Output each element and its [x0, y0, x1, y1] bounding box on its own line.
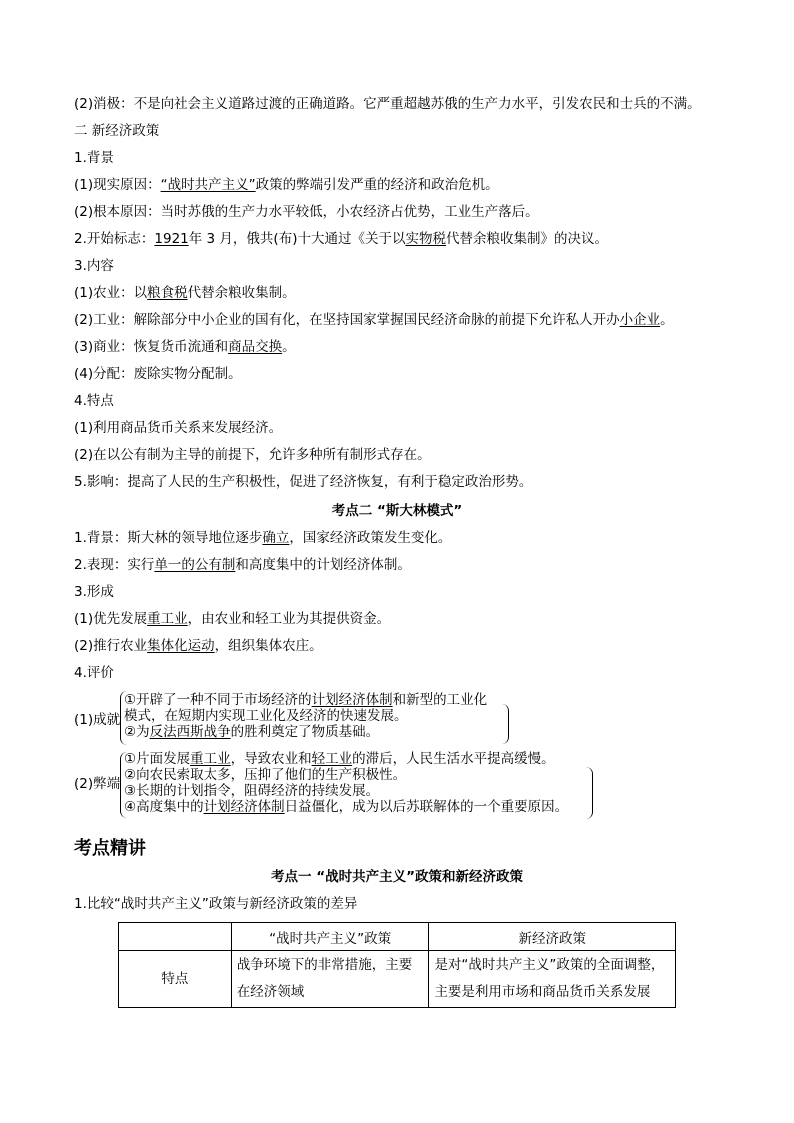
comparison-title: 1.比较“战时共产主义”政策与新经济政策的差异: [74, 896, 358, 912]
formation-label: 3.形成: [74, 584, 114, 600]
achievements-label: (1)成就: [74, 712, 121, 728]
comparison-table: [118, 922, 676, 1008]
stalin-manifestation: 2.表现：实行单一的公有制和高度集中的计划经济体制。: [74, 557, 411, 573]
table-cell-nep: 是对“战时共产主义”政策的全面调整， 主要是利用市场和商品货币关系发展: [429, 951, 676, 1008]
achievement-2: ②为反法西斯战争的胜利奠定了物质基础。: [124, 724, 380, 740]
features-label: 4.特点: [74, 393, 114, 409]
achievement-1-cont: 模式，在短期内实现工业化及经济的快速发展。: [124, 708, 408, 724]
table-row: [119, 951, 676, 1008]
content-label: 3.内容: [74, 258, 114, 274]
achievements-right-brace: [502, 704, 509, 744]
formation-2: (2)推行农业集体化运动，组织集体农庄。: [74, 638, 323, 654]
key-points-heading: 考点精讲: [74, 838, 146, 859]
achievement-1: ①开辟了一种不同于市场经济的计划经济体制和新型的工业化: [124, 692, 488, 708]
drawbacks-right-brace: [586, 767, 593, 819]
table-header-war-communism: “战时共产主义”政策: [231, 923, 429, 951]
background-item-1: (1)现实原因：“战时共产主义”政策的弊端引发严重的经济和政治危机。: [74, 177, 499, 193]
drawbacks-label: (2)弊端: [74, 776, 121, 792]
background-item-2: (2)根本原因：当时苏俄的生产力水平较低，小农经济占优势，工业生产落后。: [74, 204, 539, 220]
table-row-label: 特点: [119, 951, 232, 1008]
impact: 5.影响：提高了人民的生产积极性，促进了经济恢复，有利于稳定政治形势。: [74, 474, 533, 490]
table-header-row: [119, 923, 676, 951]
drawback-4: ④高度集中的计划经济体制日益僵化，成为以后苏联解体的一个重要原因。: [124, 799, 569, 815]
drawback-3: ③长期的计划指令，阻碍经济的持续发展。: [124, 783, 380, 799]
background-label: 1.背景: [74, 150, 114, 166]
evaluation-label: 4.评价: [74, 665, 114, 681]
topic-1-title: 考点一 “战时共产主义”政策和新经济政策: [271, 869, 523, 885]
feature-1: (1)利用商品货币关系来发展经济。: [74, 420, 283, 436]
feature-2: (2)在以公有制为主导的前提下，允许多种所有制形式存在。: [74, 447, 431, 463]
content-industry: (2)工业：解除部分中小企业的国有化，在坚持国家掌握国民经济命脉的前提下允许私人开办小企业。: [74, 312, 674, 328]
passive-evaluation: (2)消极：不是向社会主义道路过渡的正确道路。它严重超越苏俄的生产力水平，引发农民和士兵的不满。: [74, 96, 701, 112]
drawback-1: ①片面发展重工业，导致农业和轻工业的滞后，人民生活水平提高缓慢。: [124, 751, 555, 767]
formation-1: (1)优先发展重工业，由农业和轻工业为其提供资金。: [74, 611, 391, 627]
section-title: 二 新经济政策: [74, 123, 160, 139]
content-distribution: (4)分配：废除实物分配制。: [74, 366, 242, 382]
stalin-background: 1.背景：斯大林的领导地位逐步确立，国家经济政策发生变化。: [74, 530, 452, 546]
table-header-blank: [119, 923, 232, 951]
content-commerce: (3)商业：恢复货币流通和商品交换。: [74, 339, 296, 355]
table-cell-war-communism: 战争环境下的非常措施，主要 在经济领域: [231, 951, 429, 1008]
topic-2-title: 考点二 “斯大林模式”: [331, 503, 463, 519]
content-agriculture: (1)农业：以粮食税代替余粮收集制。: [74, 285, 296, 301]
drawback-2: ②向农民索取太多，压抑了他们的生产积极性。: [124, 767, 407, 783]
table-header-nep: 新经济政策: [429, 923, 676, 951]
start-sign: 2.开始标志：1921年 3 月，俄共(布)十大通过《关于以实物税代替余粮收集制》的决议。: [74, 231, 608, 247]
